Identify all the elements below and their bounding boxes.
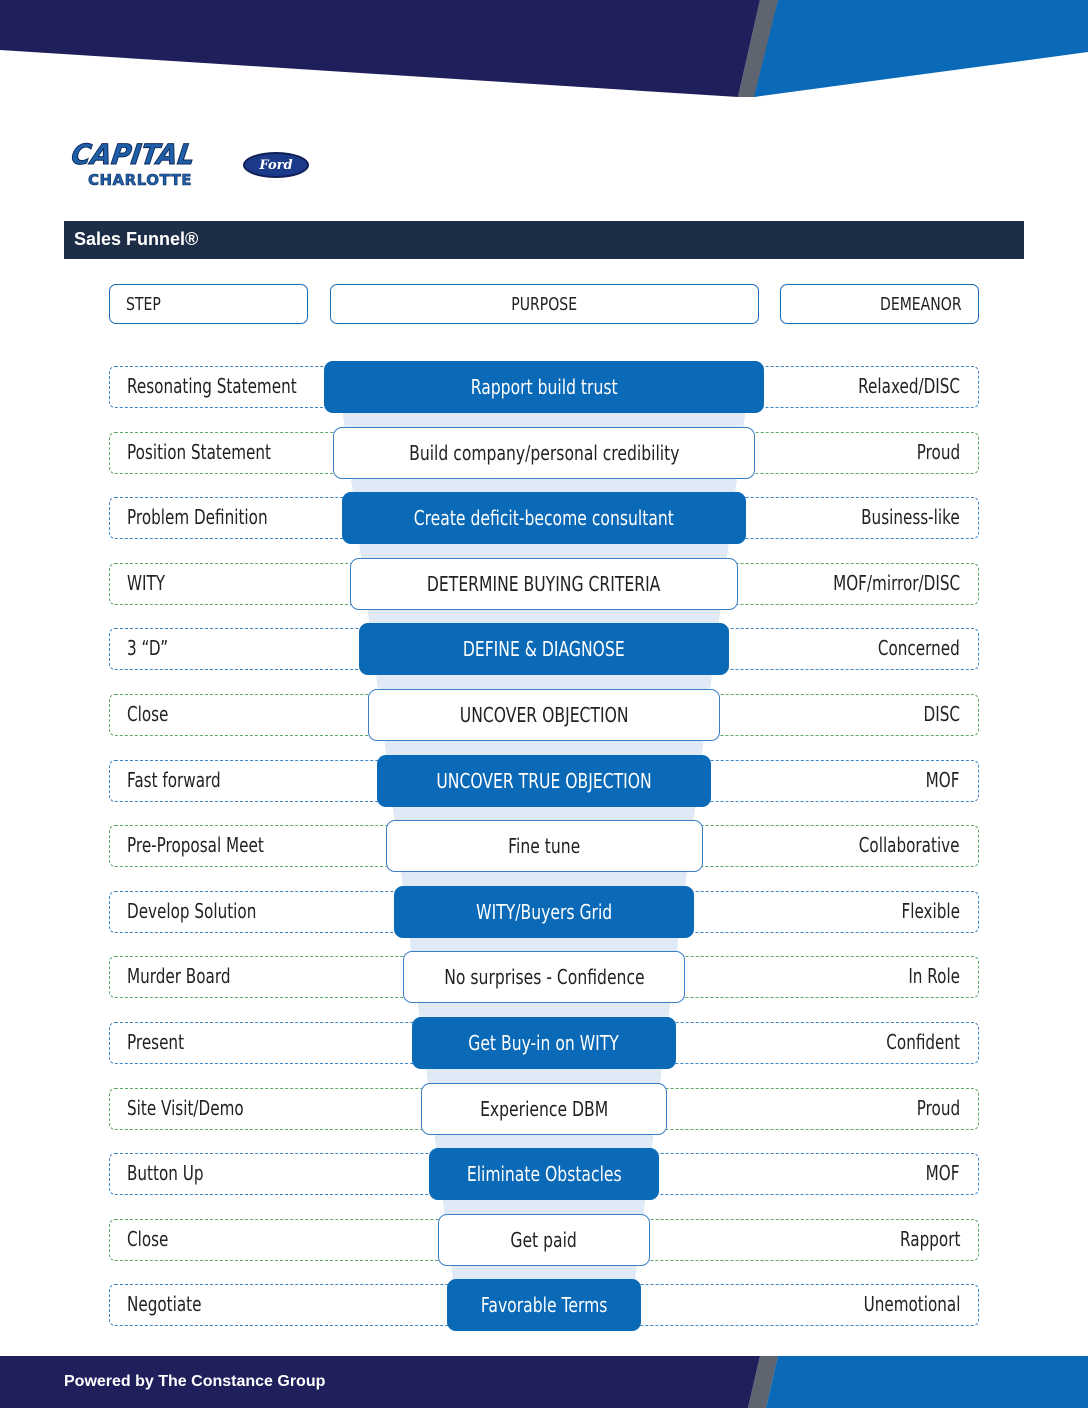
purpose-pill [342, 492, 747, 544]
purpose-label: Rapport build trust [470, 375, 618, 399]
demeanor-label: Proud [916, 439, 960, 464]
demeanor-label: Unemotional [863, 1292, 960, 1317]
demeanor-label: Flexible [901, 898, 960, 923]
purpose-pill [350, 558, 737, 610]
purpose-pill [394, 886, 693, 938]
purpose-pill [333, 427, 755, 479]
purpose-pill [324, 361, 764, 413]
purpose-pill [421, 1083, 668, 1135]
step-label: Close [127, 1226, 169, 1251]
purpose-pill [447, 1279, 641, 1331]
column-header-demeanor-label: DEMEANOR [880, 293, 962, 315]
demeanor-label: Rapport [899, 1226, 960, 1251]
step-label: WITY [127, 570, 166, 595]
step-label: Position Statement [127, 439, 272, 464]
column-header-purpose-label: PURPOSE [511, 293, 578, 315]
step-label: Button Up [127, 1161, 204, 1186]
purpose-pill [377, 755, 712, 807]
demeanor-label: In Role [908, 964, 960, 989]
purpose-label: Get Buy-in on WITY [468, 1031, 620, 1055]
section-title: Sales Funnel® [74, 229, 199, 249]
step-label: Problem Definition [127, 505, 268, 530]
purpose-label: Get paid [510, 1227, 578, 1252]
purpose-pill [429, 1148, 658, 1200]
purpose-label: Favorable Terms [480, 1293, 608, 1318]
demeanor-label: Confident [886, 1030, 960, 1054]
column-header-step-label: STEP [126, 293, 161, 315]
logo-line-1: CAPITAL [69, 138, 198, 171]
step-label: Resonating Statement [127, 374, 297, 398]
step-label: Murder Board [127, 964, 231, 989]
step-label: Site Visit/Demo [127, 1095, 244, 1120]
demeanor-label: MOF [926, 767, 960, 792]
demeanor-label: DISC [923, 702, 960, 726]
step-label: Close [127, 702, 169, 726]
purpose-pill [359, 623, 729, 675]
step-label: Pre-Proposal Meet [127, 833, 264, 858]
purpose-label: Create deficit-become consultant [413, 506, 675, 531]
purpose-label: DEFINE & DIAGNOSE [463, 637, 625, 662]
step-label: 3 “D” [127, 636, 169, 661]
demeanor-label: MOF/mirror/DISC [833, 570, 960, 595]
demeanor-label: Concerned [878, 636, 960, 661]
purpose-pill [403, 951, 685, 1003]
step-label: Negotiate [127, 1292, 202, 1317]
ford-badge-text: Ford [259, 157, 293, 173]
step-label: Develop Solution [127, 898, 257, 923]
step-label: Present [127, 1030, 185, 1054]
purpose-label: Fine tune [507, 834, 581, 859]
logo-line-2: CHARLOTTE [88, 171, 193, 189]
purpose-label: UNCOVER OBJECTION [459, 703, 629, 727]
demeanor-label: Relaxed/DISC [858, 374, 960, 398]
step-label: Fast forward [127, 767, 221, 792]
purpose-label: Eliminate Obstacles [466, 1162, 622, 1187]
footer-blue-shape [766, 1356, 1088, 1408]
purpose-label: UNCOVER TRUE OBJECTION [436, 768, 652, 793]
footer-text: Powered by The Constance Group [64, 1373, 326, 1390]
demeanor-label: Proud [916, 1095, 960, 1120]
demeanor-label: Business-like [861, 505, 960, 530]
purpose-label: WITY/Buyers Grid [475, 899, 612, 924]
purpose-pill [368, 689, 720, 741]
demeanor-label: MOF [926, 1161, 960, 1186]
purpose-label: No surprises - Confidence [443, 965, 645, 990]
purpose-label: Experience DBM [479, 1096, 609, 1121]
purpose-pill [412, 1017, 676, 1069]
demeanor-label: Collaborative [859, 833, 960, 858]
purpose-pill [386, 820, 703, 872]
purpose-label: Build company/personal credibility [408, 440, 680, 465]
purpose-label: DETERMINE BUYING CRITERIA [427, 571, 661, 596]
purpose-pill [438, 1214, 650, 1266]
